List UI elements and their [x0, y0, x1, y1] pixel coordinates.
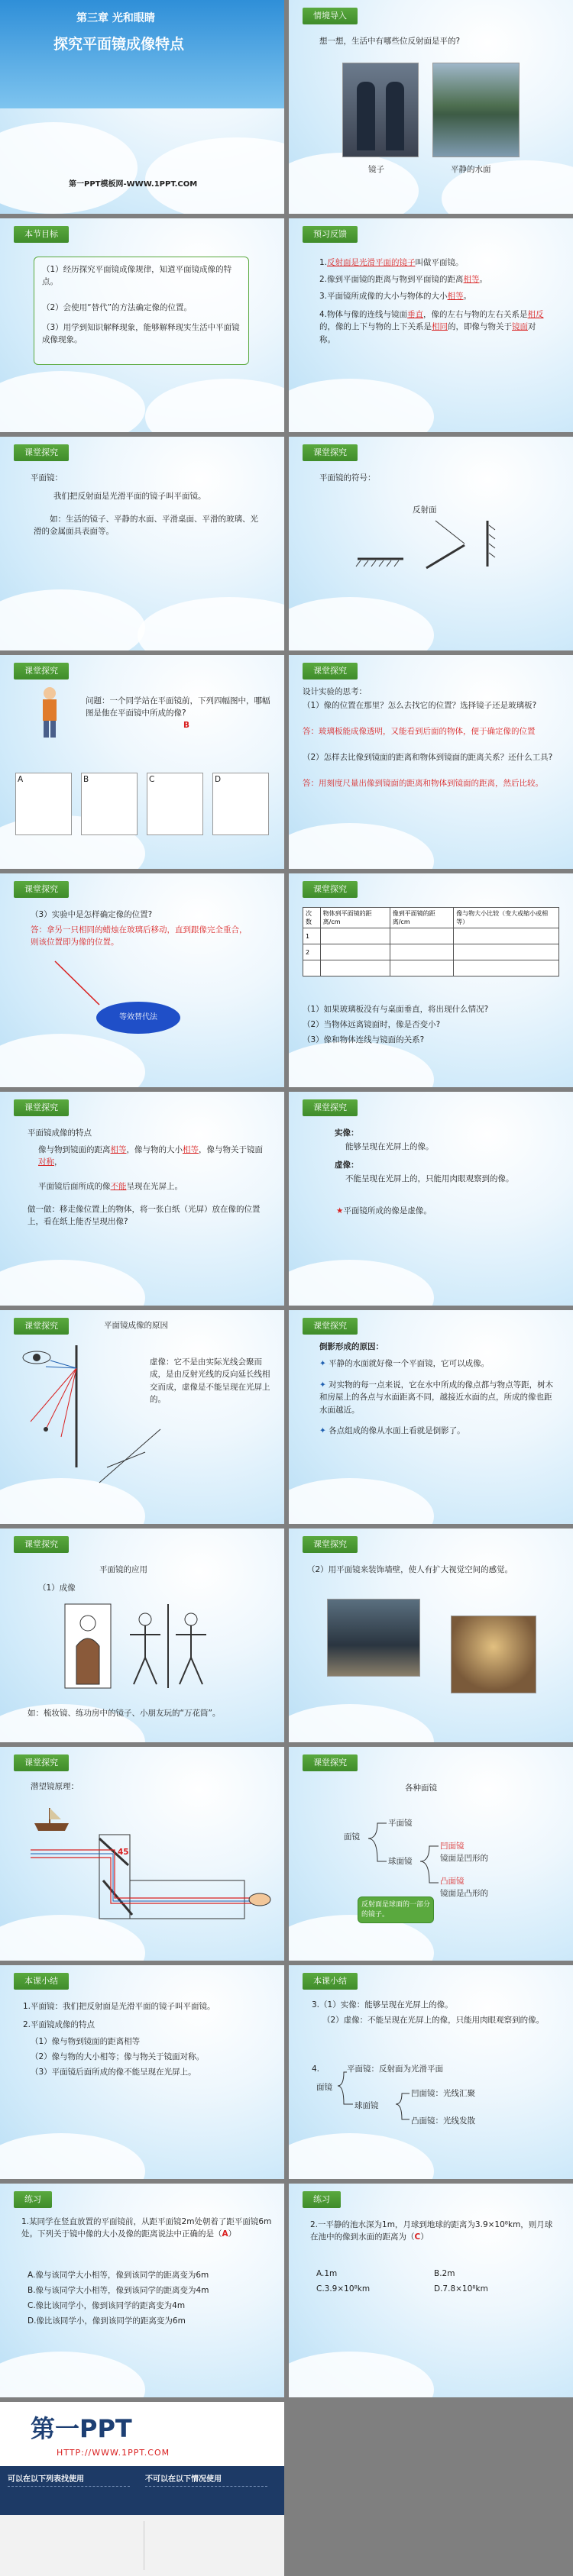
reflective-surface-label: 反射面	[413, 505, 437, 515]
summary-1: 1.平面镜：我们把反射面是光滑平面的镜子叫平面镜。	[23, 2002, 215, 2011]
slide-title: 练习	[303, 2191, 341, 2208]
tree-root: 面镜	[344, 1832, 360, 1842]
convex-desc: 镜面是凸形的	[440, 1889, 488, 1898]
question-3: （3）像和物体连线与镜面的关系?	[303, 1035, 425, 1044]
mirror-photo	[342, 63, 419, 157]
feature-line-2: 平面镜后面所成的像不能呈现在光屏上。	[38, 1182, 183, 1191]
exercise-question: 2.一平静的池水深为1m，月球到地球的距离为3.9×10⁸km，则月球在池中的像到水面的距离为（C）	[310, 2220, 553, 2242]
slide-4[interactable]	[289, 218, 573, 432]
summary-item-3: （3）平面镜后面所成的像不能呈现在光屏上。	[31, 2068, 196, 2077]
brand-text: 第一PPT模板网-WWW.1PPT.COM	[69, 180, 198, 189]
summary-3a: 3.（1）实像：能够呈现在光屏上的像。	[312, 2000, 453, 2009]
slide-9[interactable]	[0, 873, 284, 1087]
question-2: （2）当物体远离镜面时，像是否变小?	[303, 1020, 441, 1029]
summary-tree-icon	[336, 2064, 420, 2126]
spherical-mirror: 球面镜	[388, 1857, 413, 1866]
table-header: 次数	[303, 908, 321, 928]
heading: 平面镜的符号：	[319, 473, 376, 483]
virtual-image-def: 不能呈现在光屏上的，只能用肉眼观察到的像。	[345, 1174, 514, 1183]
heading: 平面镜的应用	[99, 1565, 147, 1574]
table-cell[interactable]	[454, 960, 559, 976]
review-line-2: 2.像到平面镜的距离与物到平面镜的距离相等。	[319, 275, 488, 284]
table-cell[interactable]	[390, 960, 453, 976]
slide-title: 课堂探究	[14, 1536, 69, 1553]
virtual-image-explanation: 虚像：它不是由实际光线会聚而成，是由反射光线的反向延长线相交而成，虚像是不能呈现在光屏上的。	[150, 1357, 270, 1404]
links-area	[0, 2515, 284, 2576]
slide-title: 课堂探究	[303, 1536, 358, 1553]
options-row	[15, 770, 267, 838]
question-text: 想一想，生活中有哪些位反射面是平的?	[319, 37, 461, 46]
heading: 倒影形成的原因：	[319, 1342, 384, 1351]
lesson-title: 探究平面镜成像特点	[53, 36, 185, 53]
slide-title: 课堂探究	[14, 444, 69, 461]
reason-2: ✦ 对实物的每一点来说，它在水中所成的像点都与物点等距，树木和房屋上的各点与水面距离不同，越接近水面的点，所成的像也距水面越近。	[319, 1380, 554, 1415]
design-q2: （2）怎样去比像到镜面的距离和物体到镜面的距离关系？还什么工具?	[303, 753, 553, 762]
table-cell[interactable]	[390, 944, 453, 960]
question: 问题：一个同学站在平面镜前，下列四幅图中，哪幅图是他在平面镜中所成的像?	[86, 696, 270, 718]
experiment-table	[303, 907, 559, 976]
option-c[interactable]: C.像比该同学小，像到该同学的距离变为4m	[28, 2301, 186, 2310]
subheading: （1）成像	[38, 1583, 76, 1593]
mirror-tree-icon	[332, 1800, 530, 1907]
dancer-mirror-illustration-icon	[61, 1600, 229, 1692]
heading: 平面镜成像的原因	[104, 1321, 168, 1330]
design-a1: 答：玻璃板能成像透明，又能看到后面的物体，便于确定像的位置	[303, 727, 536, 736]
slide-title: 课堂探究	[14, 1099, 69, 1116]
slide-20[interactable]	[289, 1965, 573, 2179]
water-photo	[432, 63, 520, 157]
examples: 如：梳妆镜、练功房中的镜子、小朋友玩的“万花筒”。	[28, 1709, 221, 1718]
equivalent-substitution-button[interactable]: 等效替代法	[96, 1002, 180, 1034]
table-cell[interactable]	[390, 928, 453, 944]
concave-mirror: 凹面镜	[440, 1842, 465, 1851]
slide-title: 课堂探究	[14, 1318, 69, 1335]
mirror-wall-photo	[327, 1599, 420, 1677]
real-image-heading: 实像：	[335, 1128, 359, 1138]
caption-mirror: 镜子	[368, 165, 384, 174]
exercise-question: 1.某同学在竖直放置的平面镜前，从距平面镜2m处朝着了距平面镜6m处。下列关于镜中像的大小及像的距离说法中正确的是（A）	[21, 2217, 272, 2239]
slide-7[interactable]	[0, 655, 284, 869]
allowed-use-heading: 可以在以下列表找使用	[8, 2475, 84, 2484]
decoration-text: （2）用平面镜来装饰墙壁，使人有扩大视觉空间的感觉。	[307, 1565, 513, 1574]
slide-title: 课堂探究	[14, 663, 69, 680]
slide-title: 课堂探究	[303, 1754, 358, 1771]
convex-mirror: 凸面镜：光线发散	[411, 2116, 475, 2126]
reason-1: ✦ 平静的水面就好像一个平面镜，它可以成像。	[319, 1359, 490, 1368]
angle-label: 45	[118, 1848, 129, 1857]
table-row	[303, 960, 559, 976]
slide-title: 课堂探究	[14, 1754, 69, 1771]
slide-title: 课堂探究	[303, 1318, 358, 1335]
summary-item-2: （2）像与物的大小相等；像与物关于镜面对称。	[31, 2052, 205, 2061]
heading: 潜望镜原理：	[31, 1782, 79, 1791]
option-a-image[interactable]: A	[15, 773, 72, 835]
option-d-image[interactable]: D	[212, 773, 269, 835]
mirror-room-photo	[451, 1616, 536, 1693]
try-it-text: 做一做：移走像位置上的物体，将一张白纸（光屏）放在像的位置上，看在纸上能否呈现出像?	[28, 1205, 261, 1227]
spherical-mirror: 球面镜	[354, 2101, 379, 2110]
option-a[interactable]: A.1m	[316, 2269, 338, 2278]
design-heading: 设计实验的思考：	[303, 687, 367, 696]
option-c-image[interactable]: C	[147, 773, 203, 835]
slide-5[interactable]	[0, 437, 284, 650]
option-d[interactable]: D.7.8×10⁸km	[434, 2284, 488, 2294]
plane-mirror: 平面镜：反射面为光滑平面	[347, 2064, 443, 2074]
table-header-row	[303, 908, 559, 928]
table-cell[interactable]	[320, 960, 390, 976]
slide-title: 课堂探究	[303, 881, 358, 898]
slide-6[interactable]	[289, 437, 573, 650]
slide-19[interactable]	[0, 1965, 284, 2179]
conclusion: ★平面镜所成的像是虚像。	[336, 1206, 432, 1215]
review-line-4: 4.物体与像的连线与镜面垂直，像的左右与物的左右关系是相反的，像的上下与物的上下关系是相同的，即像与物关于镜面对称。	[319, 310, 544, 344]
virtual-image-heading: 虚像：	[335, 1160, 359, 1170]
table-cell[interactable]	[320, 928, 390, 944]
virtual-image-diagram-icon	[15, 1338, 168, 1490]
table-header: 像到平面镜的距离/cm	[390, 908, 453, 928]
slide-title: 课堂探究	[14, 881, 69, 898]
slide-title: 课堂探究	[303, 444, 358, 461]
slide-title: 预习反馈	[303, 226, 358, 243]
slide-title: 本课小结	[14, 1973, 69, 1990]
slide-8[interactable]	[289, 655, 573, 869]
review-line-1: 1.反射面是光滑平面的镜子叫做平面镜。	[319, 258, 464, 267]
allowed-use-lines	[8, 2486, 130, 2510]
slide-title: 课堂探究	[303, 1099, 358, 1116]
option-a[interactable]: A.像与该同学大小相等，像到该同学的距离变为6m	[28, 2271, 209, 2280]
slide-title: 本节目标	[14, 226, 69, 243]
convex-mirror: 凸面镜	[440, 1877, 465, 1886]
option-c[interactable]: C.3.9×10⁸km	[316, 2284, 371, 2294]
slide-1[interactable]	[0, 0, 284, 214]
slide-22[interactable]	[289, 2184, 573, 2397]
slide-title: 情境导入	[303, 8, 358, 24]
star-icon: ✦	[319, 1380, 329, 1390]
slide-title: 练习	[14, 2191, 52, 2208]
slide-12[interactable]	[289, 1092, 573, 1306]
question: （3）实验中是怎样确定像的位置?	[31, 910, 153, 919]
table-cell: 2	[303, 944, 321, 960]
table-cell[interactable]	[320, 944, 390, 960]
slide-14[interactable]	[289, 1310, 573, 1524]
logo: 第一PPT	[31, 2414, 132, 2443]
slide-2[interactable]	[289, 0, 573, 214]
table-row	[303, 928, 559, 944]
summary-2: 2.平面镜成像的特点	[23, 2020, 96, 2029]
option-d[interactable]: D.像比该同学小，像到该同学的距离变为6m	[28, 2316, 186, 2326]
review-line-3: 3.平面镜所成像的大小与物体的大小相等。	[319, 292, 472, 301]
question-1: （1）如果玻璃板没有与桌面垂直，将出现什么情况?	[303, 1005, 489, 1014]
answer: 答：拿另一只相同的蜡烛在玻璃后移动，直到跟像完全重合，则该位置即为像的位置。	[31, 925, 248, 947]
summary-item-1: （1）像与物到镜面的距离相等	[31, 2037, 141, 2046]
objective-2: （2）会使用“替代”的方法确定像的位置。	[42, 303, 193, 312]
mirror-symbol-icon	[350, 513, 503, 582]
definition-callout: 反射面是球面的一部分的镜子。	[358, 1896, 434, 1923]
examples: 如：生活的镜子、平静的水面、平滑桌面、平滑的玻璃、光滑的金属面具表面等。	[34, 515, 258, 537]
concave-desc: 镜面是凹形的	[440, 1854, 488, 1863]
slide-title: 本课小结	[303, 1973, 358, 1990]
design-q1: （1）像的位置在那里？怎么去找它的位置？选择镜子还是玻璃板?	[303, 701, 537, 710]
reason-3: ✦ 各点组成的像从水面上看就是倒影了。	[319, 1426, 465, 1435]
table-header: 像与物大小比较（变大或缩小或相等）	[454, 908, 559, 928]
slide-15[interactable]	[0, 1528, 284, 1742]
heading: 平面镜成像的特点	[28, 1128, 92, 1138]
slide-13[interactable]	[0, 1310, 284, 1524]
slide-title: 课堂探究	[303, 663, 358, 680]
summary-3b: （2）虚像：不能呈现在光屏上的像，只能用肉眼观察到的像。	[322, 2016, 545, 2025]
periscope-diagram-icon	[31, 1793, 275, 1930]
star-icon: ★	[336, 1206, 344, 1215]
real-image-def: 能够呈现在光屏上的像。	[345, 1142, 434, 1151]
forbidden-use-lines	[145, 2486, 267, 2510]
slide-3[interactable]	[0, 218, 284, 432]
student-icon	[38, 686, 61, 739]
answer: B	[183, 721, 190, 730]
summary-4-num: 4.	[312, 2064, 320, 2074]
tree-root: 面镜	[316, 2083, 332, 2092]
star-icon: ✦	[319, 1426, 329, 1435]
feature-line-1: 像与物到镜面的距离相等，像与物的大小相等，像与物关于镜面对称，	[38, 1145, 263, 1167]
pointer-arrow-icon	[47, 957, 108, 1011]
table-cell[interactable]	[454, 928, 559, 944]
slide-18[interactable]	[289, 1747, 573, 1961]
plane-mirror: 平面镜	[388, 1819, 413, 1828]
table-cell	[303, 960, 321, 976]
chapter-title: 第三章 光和眼睛	[76, 12, 155, 24]
objective-3: （3）用学到知识解释现象，能够解释现实生活中平面镜成像现象。	[42, 323, 240, 345]
concave-mirror: 凹面镜：光线汇聚	[411, 2089, 475, 2098]
objective-1: （1）经历探究平面镜成像规律，知道平面镜成像的特点。	[42, 265, 232, 287]
option-b[interactable]: B.2m	[434, 2269, 455, 2278]
slide-11[interactable]	[0, 1092, 284, 1306]
star-icon: ✦	[319, 1359, 329, 1368]
design-a2: 答：用刻度尺量出像到镜面的距离和物体到镜面的距离，然后比较。	[303, 779, 543, 788]
table-cell: 1	[303, 928, 321, 944]
heading: 平面镜：	[31, 473, 63, 483]
caption-water: 平静的水面	[451, 165, 491, 174]
table-row	[303, 944, 559, 960]
table-header: 物体到平面镜的距离/cm	[320, 908, 390, 928]
slide-17[interactable]	[0, 1747, 284, 1961]
slide-23-brand[interactable]	[0, 2402, 284, 2576]
slide-10[interactable]	[289, 873, 573, 1087]
option-b[interactable]: B.像与该同学大小相等，像到该同学的距离变为4m	[28, 2286, 209, 2295]
slide-21[interactable]	[0, 2184, 284, 2397]
forbidden-use-heading: 不可以在以下情况使用	[145, 2475, 222, 2484]
table-cell[interactable]	[454, 944, 559, 960]
slide-16[interactable]	[289, 1528, 573, 1742]
option-b-image[interactable]: B	[81, 773, 138, 835]
heading: 各种面镜	[405, 1784, 437, 1793]
objectives-box	[34, 257, 249, 365]
site-url[interactable]: HTTP://WWW.1PPT.COM	[57, 2448, 170, 2458]
definition: 我们把反射面是光滑平面的镜子叫平面镜。	[53, 492, 206, 501]
info-panel	[0, 2466, 284, 2576]
links-list[interactable]	[144, 2521, 221, 2570]
